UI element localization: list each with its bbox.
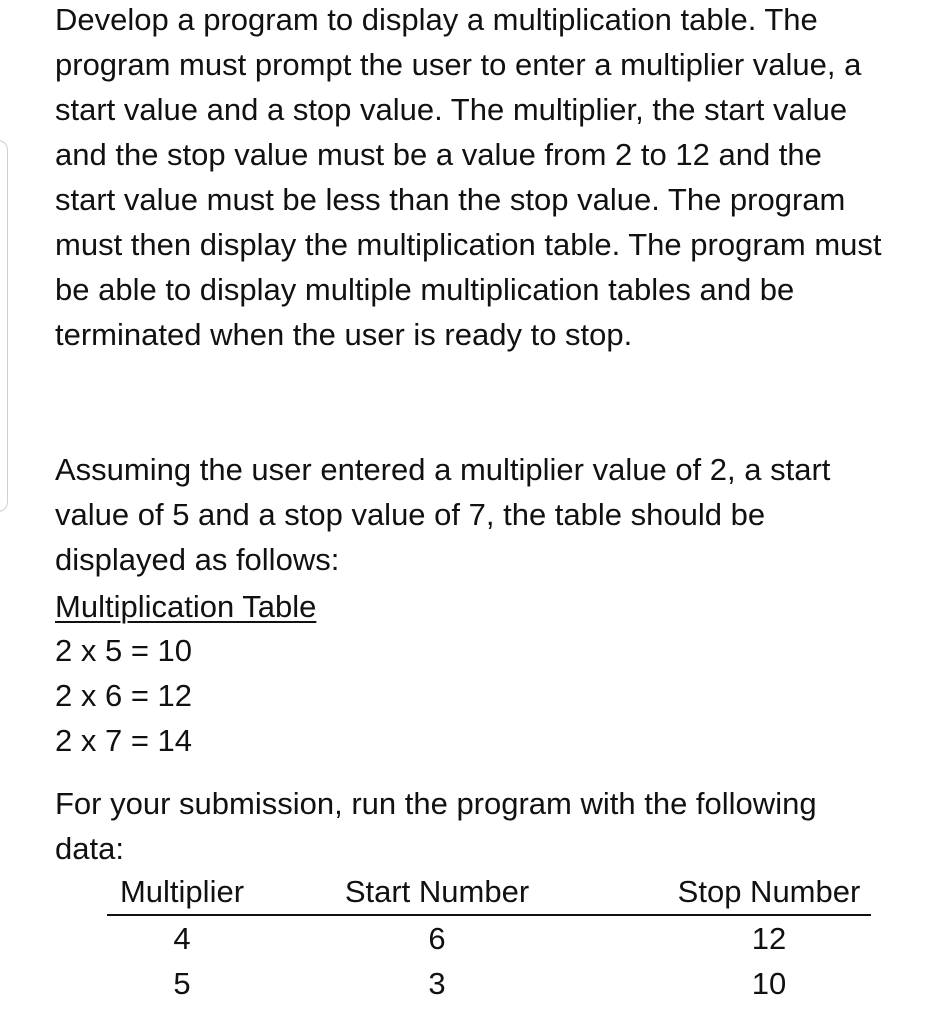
cell-multiplier: 4 [173, 921, 191, 956]
cell-multiplier: 5 [173, 966, 191, 1001]
header-multiplier: Multiplier [119, 874, 245, 909]
example-table-title: Multiplication Table [55, 589, 317, 624]
table-row [107, 961, 871, 1006]
cell-start-number: 6 [428, 921, 446, 956]
cell-stop-number: 12 [751, 921, 787, 956]
intro-paragraph: Develop a program to display a multiplication table. The program must prompt the user to enter a multiplier value, a start value and a stop value. The multiplier, the start value and the stop value must be a value from 2 to 12 and the start value must be less than the stop value. The program must then display the multiplication table. The program must be able to display multiple multiplication tables and be terminated when the user is ready to stop. [55, 2, 882, 352]
example-table-line: 2 x 7 = 14 [55, 723, 193, 758]
side-panel-edge [0, 140, 8, 512]
header-start-number: Start Number [344, 874, 530, 909]
example-table-line: 2 x 6 = 12 [55, 678, 193, 713]
table-header-row [107, 869, 871, 916]
submission-data-table [107, 869, 871, 1006]
example-paragraph: Assuming the user entered a multiplier value of 2, a start value of 5 and a stop value of 7, the table should be displayed as follows: [55, 452, 831, 577]
header-stop-number: Stop Number [677, 874, 861, 909]
table-row [107, 916, 871, 961]
cell-stop-number: 10 [751, 966, 787, 1001]
cell-start-number: 3 [428, 966, 446, 1001]
submission-paragraph: For your submission, run the program with the following data: [55, 786, 817, 866]
example-table-line: 2 x 5 = 10 [55, 633, 193, 668]
